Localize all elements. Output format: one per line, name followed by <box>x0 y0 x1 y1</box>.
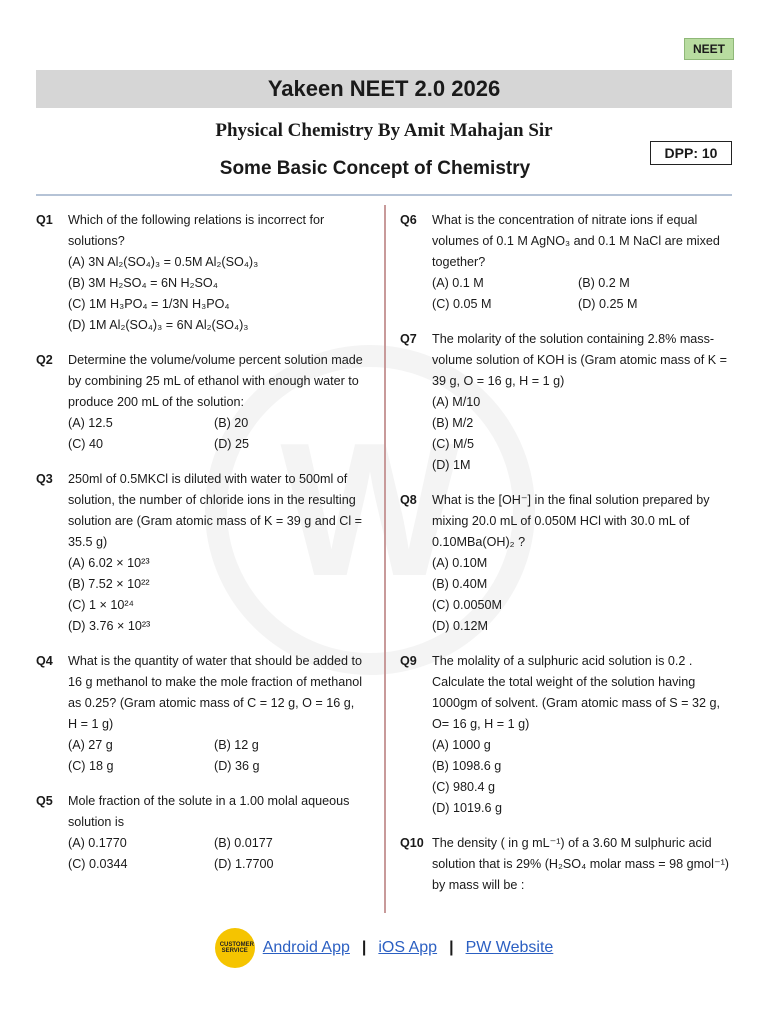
option: (B) M/2 <box>432 416 474 430</box>
question-number: Q5 <box>36 794 53 808</box>
question-text: Mole fraction of the solute in a 1.00 molal aqueous solution is <box>68 794 350 829</box>
header-divider <box>36 194 732 196</box>
option: (B) 0.2 M <box>578 276 630 290</box>
dpp-badge: DPP: 10 <box>650 141 732 165</box>
option: (D) 0.12M <box>432 619 488 633</box>
option: (B) 7.52 × 10²² <box>68 577 150 591</box>
question-text: The density ( in g mL⁻¹) of a 3.60 M sulphuric acid solution that is 29% (H₂SO₄ molar mass = 98 gmol⁻¹) by mass will be : <box>432 836 729 892</box>
question-text: The molarity of the solution containing 2.8% mass-volume solution of KOH is (Gram atomic mass of K = 39 g, O = 16 g, H = 1 g) <box>432 332 727 388</box>
option: (A) M/10 <box>432 395 481 409</box>
options-grid <box>432 273 730 315</box>
question-number: Q4 <box>36 654 53 668</box>
footer-links <box>0 928 768 968</box>
option: (A) 1000 g <box>432 738 491 752</box>
question-number: Q8 <box>400 493 417 507</box>
question-text: What is the concentration of nitrate ions if equal volumes of 0.1 M AgNO₃ and 0.1 M NaCl are mixed together? <box>432 213 720 269</box>
question-q2 <box>36 350 366 455</box>
option: (A) 0.1770 <box>68 836 127 850</box>
subtitle: Physical Chemistry By Amit Mahajan Sir <box>215 120 553 141</box>
option: (C) 0.0050M <box>432 598 502 612</box>
question-q3 <box>36 469 366 637</box>
question-q8 <box>400 490 730 637</box>
option: (A) 0.10M <box>432 556 488 570</box>
option: (B) 0.0177 <box>214 836 273 850</box>
option: (D) 25 <box>214 437 249 451</box>
option: (A) 27 g <box>68 738 113 752</box>
question-number: Q2 <box>36 353 53 367</box>
pw-website-link[interactable]: PW Website <box>465 939 554 956</box>
left-column <box>36 210 366 885</box>
separator: | <box>361 939 367 956</box>
option: (D) 36 g <box>214 759 260 773</box>
option: (A) 12.5 <box>68 416 113 430</box>
option: (C) 0.05 M <box>432 297 492 311</box>
question-q9 <box>400 651 730 819</box>
question-q10 <box>400 833 730 896</box>
question-number: Q6 <box>400 213 417 227</box>
customer-service-logo: CUSTOMER SERVICE <box>215 928 255 968</box>
question-number: Q1 <box>36 213 53 227</box>
separator: | <box>449 939 454 956</box>
question-text: What is the [OH⁻] in the final solution prepared by mixing 20.0 mL of 0.050M HCl with 30.0 mL of 0.10MBa(OH)₂ ? <box>432 493 710 549</box>
option: (D) 1019.6 g <box>432 801 503 815</box>
question-text: The molality of a sulphuric acid solution is 0.2 . Calculate the total weight of the solution having 1000gm of solvent. (Gram atomic mass of S = 32 g, O= 16 g, H = 1 g) <box>432 654 721 731</box>
option: (A) 6.02 × 10²³ <box>68 556 150 570</box>
page-title: Yakeen NEET 2.0 2026 <box>36 70 732 108</box>
option: (C) 18 g <box>68 759 114 773</box>
option: (A) 3N Al₂(SO₄)₃ = 0.5M Al₂(SO₄)₃ <box>68 255 259 269</box>
option: (A) 0.1 M <box>432 276 484 290</box>
question-number: Q3 <box>36 472 53 486</box>
option: (C) 40 <box>68 437 103 451</box>
option: (B) 20 <box>214 416 249 430</box>
question-number: Q9 <box>400 654 417 668</box>
option: (B) 0.40M <box>432 577 488 591</box>
question-q5 <box>36 791 366 875</box>
question-q4 <box>36 651 366 777</box>
ios-app-link[interactable]: iOS App <box>378 939 438 956</box>
option: (B) 1098.6 g <box>432 759 502 773</box>
option: (C) 980.4 g <box>432 780 495 794</box>
question-q6 <box>400 210 730 315</box>
question-number: Q10 <box>400 836 424 850</box>
question-q1 <box>36 210 366 336</box>
neet-badge: NEET <box>684 38 734 60</box>
question-text: 250ml of 0.5MKCl is diluted with water to 500ml of solution, the number of chloride ions in the resulting solution are (Gram atomic mass of K = 39 g and Cl = 35.5 g) <box>68 472 362 549</box>
option: (C) M/5 <box>432 437 474 451</box>
right-column <box>400 210 730 906</box>
question-text: What is the quantity of water that should be added to 16 g methanol to make the mole fraction of methanol as 0.25? (Gram atomic mass of C = 12 g, O = 16 g, H = 1 g) <box>68 654 363 731</box>
question-number: Q7 <box>400 332 417 346</box>
options-grid <box>68 833 366 875</box>
question-q7 <box>400 329 730 476</box>
option: (B) 12 g <box>214 738 259 752</box>
option: (B) 3M H₂SO₄ = 6N H₂SO₄ <box>68 276 218 290</box>
option: (C) 1M H₃PO₄ = 1/3N H₃PO₄ <box>68 297 230 311</box>
option: (D) 1M <box>432 458 471 472</box>
options-grid <box>68 413 366 455</box>
chapter-title: Some Basic Concept of Chemistry <box>219 158 531 179</box>
options-grid <box>68 735 366 777</box>
option: (C) 1 × 10²⁴ <box>68 598 134 612</box>
question-text: Which of the following relations is incorrect for solutions? <box>68 213 325 248</box>
column-divider <box>384 205 386 913</box>
android-app-link[interactable]: Android App <box>262 939 350 956</box>
option: (C) 0.0344 <box>68 857 128 871</box>
option: (D) 1M Al₂(SO₄)₃ = 6N Al₂(SO₄)₃ <box>68 318 249 332</box>
option: (D) 3.76 × 10²³ <box>68 619 151 633</box>
option: (D) 1.7700 <box>214 857 274 871</box>
question-text: Determine the volume/volume percent solution made by combining 25 mL of ethanol with enough water to produce 200 mL of the solution: <box>68 353 363 409</box>
option: (D) 0.25 M <box>578 297 638 311</box>
